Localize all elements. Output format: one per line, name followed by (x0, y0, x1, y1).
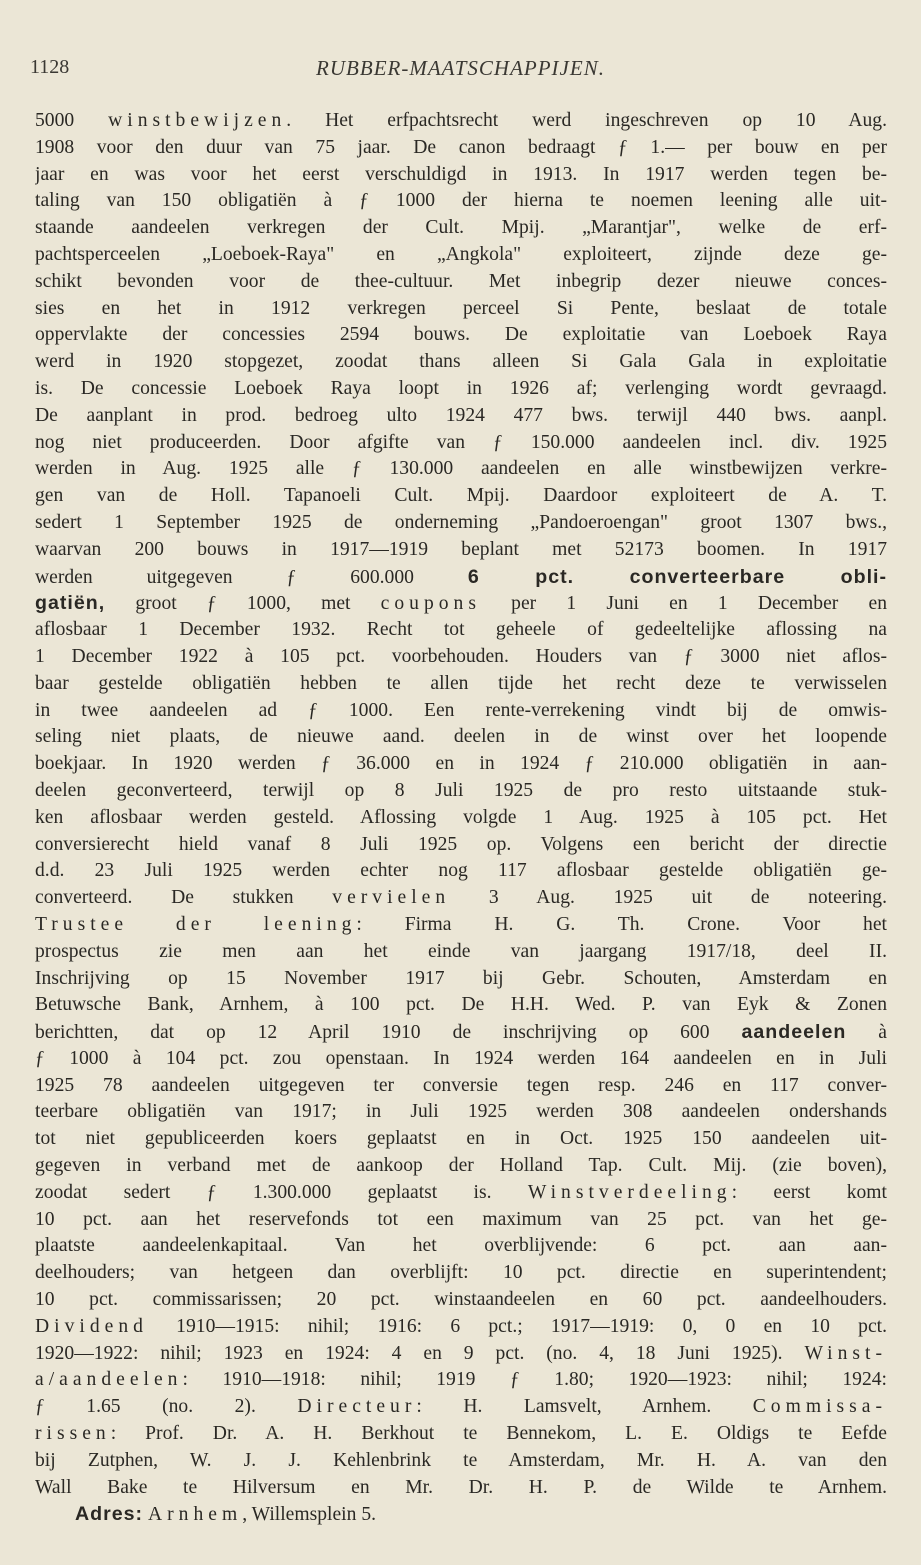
text-segment: bij Zutphen, W. J. J. Kehlenbrink te Amsterdam, Mr. H. A. van den (35, 1449, 887, 1471)
text-line (35, 188, 887, 215)
text-line (35, 1019, 887, 1046)
text-segment: Betuwsche Bank, Arnhem, à 100 pct. De H.H. Wed. P. van Eyk & Zonen (35, 994, 887, 1016)
text-line (35, 805, 887, 832)
text-segment: ken aflosbaar werden gesteld. Aflossing volgde 1 Aug. 1925 à 105 pct. Het (35, 806, 887, 828)
text-segment: prospectus zie men aan het einde van jaargang 1917/18, deel II. (35, 940, 887, 962)
text-line (35, 1421, 887, 1448)
text-segment: 5000 (35, 110, 109, 131)
text-segment: berichtten, dat op 12 April 1910 de inschrijving op 600 (35, 1022, 742, 1044)
text-line (35, 1260, 887, 1287)
bold-phrase: aandeelen (741, 1021, 847, 1044)
text-line (35, 644, 887, 671)
text-line (35, 590, 887, 617)
text-segment: ƒ 1000 à 104 pct. zou openstaan. In 1924 werden 164 aandeelen en in Juli (35, 1047, 887, 1069)
text-line (35, 242, 887, 269)
text-line (35, 966, 887, 993)
text-line (35, 108, 887, 135)
text-segment: 10 pct. aan het reservefonds tot een maximum van 25 pct. van het ge- (35, 1208, 887, 1230)
text-line (35, 1073, 887, 1100)
spaced-phrase: a/aandeelen (35, 1369, 183, 1391)
text-segment: aflosbaar 1 December 1932. Recht tot geheele of gedeeltelijke aflossing na (35, 619, 887, 641)
text-line (35, 349, 887, 376)
text-line (35, 1341, 887, 1368)
text-segment: : Prof. Dr. A. H. Berkhout te Bennekom, L. E. Oldigs te Eefde (110, 1423, 887, 1445)
text-line (35, 832, 887, 859)
text-segment: : 1910—1918: nihil; 1919 ƒ 1.80; 1920—1923: nihil; 1924: (182, 1369, 887, 1391)
text-line (35, 617, 887, 644)
text-segment: d.d. 23 Juli 1925 werden echter nog 117 aflosbaar gestelde obligatiën ge- (35, 860, 887, 882)
text-segment: Wall Bake te Hilversum en Mr. Dr. H. P. de Wilde te Arnhem. (35, 1476, 887, 1498)
text-segment: waarvan 200 bouws in 1917—1919 beplant met 52173 boomen. In 1917 (35, 538, 887, 560)
text-segment: werden uitgegeven ƒ 600.000 (35, 566, 468, 588)
spaced-phrase: Directeur (297, 1396, 417, 1418)
text-line (35, 1233, 887, 1260)
text-segment: gegeven in verband met de aankoop der Holland Tap. Cult. Mij. (zie boven), (35, 1155, 887, 1177)
page-number: 1128 (30, 56, 70, 78)
spaced-phrase: Commissa- (752, 1396, 887, 1418)
text-line (35, 671, 887, 698)
text-segment: plaatste aandeelenkapitaal. Van het overblijvende: 6 pct. aan aan- (35, 1235, 887, 1257)
text-segment: à (846, 1022, 887, 1044)
spaced-phrase: Trustee der leening (35, 913, 357, 935)
text-line (35, 751, 887, 778)
text-segment: gen van de Holl. Tapanoeli Cult. Mpij. Daardoor exploiteert de A. T. (35, 485, 887, 507)
text-line (35, 483, 887, 510)
text-line (35, 162, 887, 189)
text-segment: 3 Aug. 1925 uit de noteering. (450, 887, 887, 909)
text-segment: : Firma H. G. Th. Crone. Voor het (356, 913, 887, 935)
text-line (35, 430, 887, 457)
text-segment: converteerd. De stukken (35, 887, 333, 909)
text-segment: in twee aandeelen ad ƒ 1000. Een rente-verrekening vindt bij de omwis- (35, 699, 887, 721)
text-line (35, 376, 887, 403)
text-line (35, 537, 887, 564)
running-title: RUBBER-MAATSCHAPPIJEN. (316, 56, 605, 80)
text-segment: groot ƒ 1000, met (105, 593, 381, 615)
text-line (35, 912, 887, 939)
text-segment: pachtsperceelen „Loeboek-Raya" en „Angkola" exploiteert, zijnde deze ge- (35, 243, 887, 265)
text-segment: 1908 voor den duur van 75 jaar. De canon bedraagt ƒ 1.— per bouw en per (35, 136, 887, 158)
text-segment: deelen geconverteerd, terwijl op 8 Juli 1925 de pro resto uitstaande stuk- (35, 779, 887, 801)
text-line (35, 698, 887, 725)
text-line (35, 1126, 887, 1153)
text-line (35, 1287, 887, 1314)
text-segment: werd in 1920 stopgezet, zoodat thans alleen Si Gala Gala in exploitatie (35, 351, 887, 373)
spaced-phrase: coupons (380, 593, 481, 615)
text-line (35, 724, 887, 751)
text-segment: per 1 Juni en 1 December en (480, 593, 887, 615)
text-line (35, 1180, 887, 1207)
text-segment: schikt bevonden voor de thee-cultuur. Met inbegrip dezer nieuwe conces- (35, 270, 887, 292)
text-segment: tot niet gepubliceerden koers geplaatst en in Oct. 1925 150 aandeelen uit- (35, 1128, 887, 1150)
text-line (35, 992, 887, 1019)
body-text (35, 108, 887, 1528)
text-segment: teerbare obligatiën van 1917; in Juli 1925 werden 308 aandeelen ondershands (35, 1101, 887, 1123)
text-segment: sedert 1 September 1925 de onderneming „Pandoeroengan" groot 1307 bws., (35, 511, 887, 533)
text-segment: nog niet produceerden. Door afgifte van ƒ 150.000 aandeelen incl. div. 1925 (35, 431, 887, 453)
text-line (35, 1046, 887, 1073)
text-line (35, 215, 887, 242)
text-line (35, 1501, 887, 1528)
text-segment: : eerst komt (731, 1181, 887, 1203)
text-segment: baar gestelde obligatiën hebben te allen tijde het recht deze te verwisselen (35, 672, 887, 694)
text-line (35, 403, 887, 430)
text-line (35, 1448, 887, 1475)
text-segment: conversierecht hield vanaf 8 Juli 1925 op. Volgens een bericht der directie (35, 833, 887, 855)
text-line (35, 858, 887, 885)
text-segment: . Het erfpachtsrecht werd ingeschreven op 10 Aug. (286, 110, 887, 131)
text-line (35, 1153, 887, 1180)
text-segment: oppervlakte der concessies 2594 bouws. De exploitatie van Loeboek Raya (35, 324, 887, 346)
spaced-phrase: Winstverdeeling (527, 1181, 732, 1203)
spaced-phrase: winstbewijzen (108, 110, 287, 131)
text-segment: ƒ 1.65 (no. 2). (35, 1396, 298, 1418)
bold-phrase: 6 pct. converteerbare obli- (467, 565, 887, 588)
text-line (35, 1367, 887, 1394)
text-segment: zoodat sedert ƒ 1.300.000 geplaatst is. (35, 1181, 528, 1203)
text-segment: staande aandeelen verkregen der Cult. Mpij. „Marantjar", welke de erf- (35, 217, 887, 239)
text-segment: 1 December 1922 à 105 pct. voorbehouden. Houders van ƒ 3000 niet aflos- (35, 645, 887, 667)
text-line (35, 135, 887, 162)
text-segment: , Willemsplein 5. (242, 1504, 377, 1526)
text-segment: 10 pct. commissarissen; 20 pct. winstaandeelen en 60 pct. aandeelhouders. (35, 1289, 887, 1311)
text-line (35, 778, 887, 805)
page-header (30, 56, 891, 84)
text-line (35, 1475, 887, 1502)
text-segment: seling niet plaats, de nieuwe aand. deelen in de winst over het loopende (35, 726, 887, 748)
text-segment: taling van 150 obligatiën à ƒ 1000 der hierna te noemen leening alle uit- (35, 190, 887, 212)
text-segment: deelhouders; van hetgeen dan overblijft: 10 pct. directie en superintendent; (35, 1262, 887, 1284)
text-line (35, 1207, 887, 1234)
spaced-phrase: vervielen (332, 887, 451, 909)
text-line (35, 269, 887, 296)
text-line (35, 939, 887, 966)
text-segment: : H. Lamsvelt, Arnhem. (416, 1396, 753, 1418)
spaced-phrase: Dividend (35, 1315, 148, 1337)
text-segment: De aanplant in prod. bedroeg ulto 1924 477 bws. terwijl 440 bws. aanpl. (35, 404, 887, 426)
text-segment: werden in Aug. 1925 alle ƒ 130.000 aandeelen en alle winstbewijzen verkre- (35, 458, 887, 480)
text-line (35, 564, 887, 591)
bold-phrase: gatiën, (35, 592, 106, 615)
text-segment: Inschrijving op 15 November 1917 bij Gebr. Schouten, Amsterdam en (35, 967, 887, 989)
text-segment: 1920—1922: nihil; 1923 en 1924: 4 en 9 pct. (no. 4, 18 Juni 1925). (35, 1342, 805, 1364)
text-segment: 1910—1915: nihil; 1916: 6 pct.; 1917—1919: 0, 0 en 10 pct. (147, 1315, 887, 1337)
text-line (35, 510, 887, 537)
spaced-phrase: rissen (35, 1423, 111, 1445)
text-line (35, 885, 887, 912)
text-line (35, 296, 887, 323)
text-segment: sies en het in 1912 verkregen perceel Si Pente, beslaat de totale (35, 297, 887, 319)
text-segment: boekjaar. In 1920 werden ƒ 36.000 en in 1924 ƒ 210.000 obligatiën in aan- (35, 753, 887, 775)
text-segment: is. De concessie Loeboek Raya loopt in 1926 af; verlenging wordt gevraagd. (35, 377, 887, 399)
text-line (35, 322, 887, 349)
text-line (35, 1394, 887, 1421)
spaced-phrase: Arnhem (147, 1504, 243, 1526)
text-line (35, 1099, 887, 1126)
text-line (35, 456, 887, 483)
bold-phrase: Adres: (75, 1503, 144, 1526)
text-segment: 1925 78 aandeelen uitgegeven ter conversie tegen resp. 246 en 117 conver- (35, 1074, 887, 1096)
text-line (35, 1314, 887, 1341)
text-segment: jaar en was voor het eerst verschuldigd in 1913. In 1917 werden tegen be- (35, 163, 887, 185)
spaced-phrase: Winst- (804, 1342, 887, 1364)
